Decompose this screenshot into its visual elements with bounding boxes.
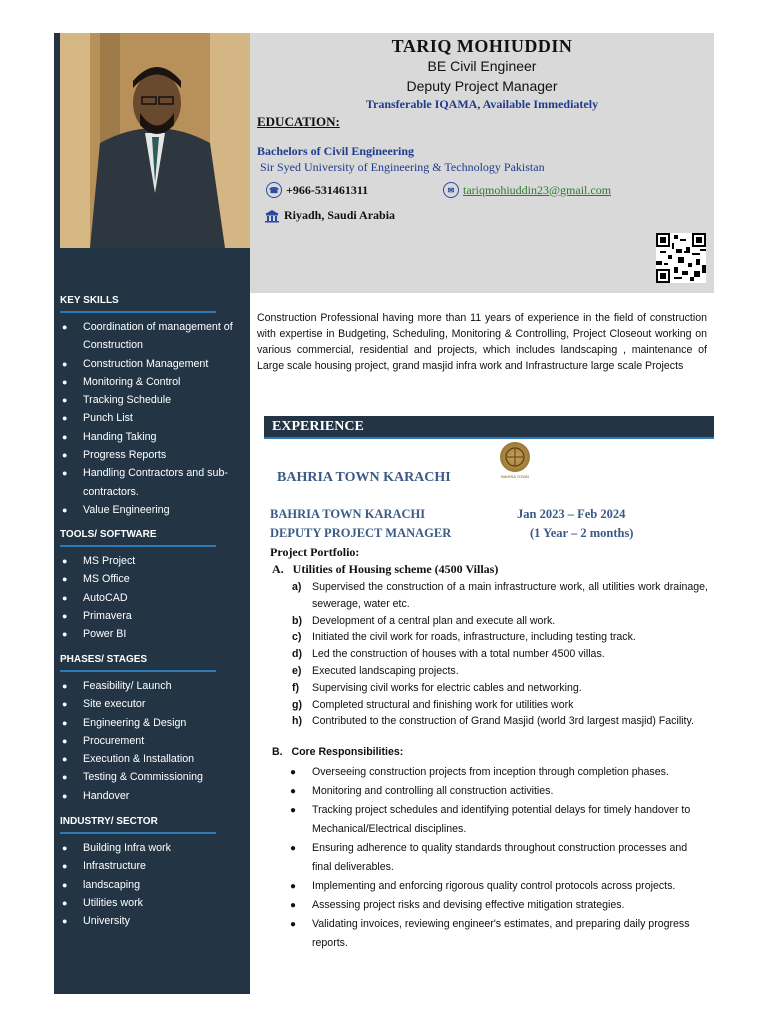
portfolio-item: [292, 646, 708, 663]
responsibility-item: [290, 896, 700, 915]
item-text: Contributed to the construction of Grand Masjid (world 3rd largest masjid) Facility.: [312, 715, 694, 728]
responsibilities-list: [290, 763, 700, 953]
industry-item-label: University: [83, 915, 130, 928]
phase-item: [60, 732, 246, 750]
employment-duration: (1 Year – 2 months): [530, 526, 634, 540]
divider: [60, 670, 216, 672]
industry-heading: INDUSTRY/ SECTOR: [60, 816, 158, 827]
industry-item-label: Utilities work: [83, 896, 143, 909]
responsibility-item: [290, 782, 700, 801]
phases-heading: PHASES/ STAGES: [60, 654, 148, 665]
tool-item: [60, 589, 246, 607]
portfolio-item: [292, 713, 708, 730]
portfolio-item: [292, 663, 708, 680]
bullet-icon: ●: [62, 450, 68, 461]
bullet-icon: ●: [62, 790, 68, 801]
phase-item: [60, 714, 246, 732]
location-text: Riyadh, Saudi Arabia: [284, 208, 396, 222]
phase-item-label: Site executor: [83, 698, 146, 711]
item-letter: c): [292, 631, 302, 644]
industry-item: [60, 912, 246, 930]
item-text: Supervised the construction of a main infrastructure work, all utilities work drainage, sewerage, water etc.: [312, 581, 708, 610]
tool-item-label: AutoCAD: [83, 591, 128, 604]
skill-item: [60, 409, 246, 427]
phone-number: +966-531461311: [286, 182, 369, 197]
phase-item: [60, 677, 246, 695]
bullet-icon: ●: [62, 879, 68, 890]
bullet-icon: ●: [62, 376, 68, 387]
phase-item: [60, 695, 246, 713]
company-heading: BAHRIA TOWN KARACHI: [277, 470, 451, 485]
professional-summary: Construction Professional having more than 11 years of experience in the field of construction with expertise in Budgeting, Scheduling, Monitoring & Controlling, Project Closeout working on various commercial, residential and projects, which includes landscaping , maintenance of Large scale housing project, grand masjid infra work and Infrastructure large scale Projects: [257, 312, 707, 372]
bullet-icon: ●: [290, 805, 297, 816]
bullet-icon: ●: [290, 843, 297, 854]
bullet-icon: ●: [62, 358, 68, 369]
item-letter: g): [292, 698, 302, 711]
role-title: DEPUTY PROJECT MANAGER: [270, 526, 452, 540]
bullet-icon: ●: [62, 717, 68, 728]
responsibility-item: [290, 839, 700, 877]
skill-item: [60, 373, 246, 391]
tool-item-label: Primavera: [83, 609, 132, 622]
divider: [60, 832, 216, 834]
phase-item-label: Procurement: [83, 734, 145, 747]
skill-item-label: Progress Reports: [83, 449, 167, 462]
tool-item-label: MS Office: [83, 573, 130, 586]
iqama-status: Transferable IQAMA, Available Immediately: [365, 97, 599, 111]
bullet-icon: ●: [62, 431, 68, 442]
tool-item-label: MS Project: [83, 555, 136, 567]
item-text: Initiated the civil work for roads, infrastructure, including testing track.: [312, 631, 636, 644]
industry-item: [60, 839, 246, 857]
industry-item-label: landscaping: [83, 878, 141, 891]
item-text: Development of a central plan and execute all work.: [312, 614, 556, 627]
skill-item-label: Coordination of management of Construction: [83, 321, 233, 352]
phases-list: [60, 677, 246, 805]
logo-caption: BAHRIA TOWN: [501, 474, 529, 479]
phone-contact: [266, 182, 368, 198]
skill-item-label: Value Engineering: [83, 503, 170, 516]
tools-heading: TOOLS/ SOFTWARE: [60, 529, 157, 540]
item-letter: b): [292, 614, 302, 627]
responsibility-text: Implementing and enforcing rigorous quality control protocols across projects.: [312, 880, 676, 892]
responsibility-item: [290, 763, 700, 782]
tools-list: [60, 552, 246, 643]
phone-icon: ☎: [266, 182, 282, 198]
key-skills-list: [60, 318, 246, 519]
education-heading: EDUCATION:: [257, 114, 340, 129]
bullet-icon: ●: [62, 772, 68, 783]
industry-list: [60, 839, 246, 930]
item-letter: e): [292, 664, 302, 677]
phase-item: [60, 787, 246, 805]
bullet-icon: ●: [62, 861, 68, 872]
divider: [60, 311, 216, 313]
skill-item: [60, 318, 246, 355]
section-b-title: Core Responsibilities:: [291, 746, 404, 758]
portfolio-item: [292, 579, 708, 613]
skill-item: [60, 428, 246, 446]
skill-item: [60, 391, 246, 409]
skill-item: [60, 446, 246, 464]
item-text: Led the construction of houses with a total number 4500 villas.: [312, 648, 605, 661]
skill-item: [60, 501, 246, 519]
bullet-icon: ●: [62, 395, 68, 406]
section-a-heading: [272, 562, 498, 577]
industry-item: [60, 894, 246, 912]
experience-heading: EXPERIENCE: [264, 416, 714, 437]
item-text: Supervising civil works for electric cables and networking.: [312, 681, 582, 694]
tool-item: [60, 570, 246, 588]
responsibility-text: Assessing project risks and devising effective mitigation strategies.: [312, 899, 625, 911]
section-a-title: Utilities of Housing scheme (4500 Villas): [292, 562, 499, 576]
responsibility-text: Monitoring and controlling all construction activities.: [312, 785, 554, 797]
skill-item: [60, 355, 246, 373]
bullet-icon: ●: [62, 610, 68, 621]
location-contact: [264, 208, 395, 223]
bullet-icon: ●: [62, 681, 68, 691]
phase-item: [60, 750, 246, 768]
portfolio-item: [292, 629, 708, 646]
responsibility-text: Ensuring adherence to quality standards throughout construction processes and final deliverables.: [312, 842, 688, 873]
responsibility-item: [290, 801, 700, 839]
bullet-icon: ●: [62, 574, 68, 585]
portfolio-item: [292, 680, 708, 697]
building-icon: [264, 209, 280, 223]
bullet-icon: ●: [62, 322, 68, 332]
skill-item-label: Handling Contractors and sub-contractors.: [83, 467, 228, 498]
job-title: Deputy Project Manager: [406, 78, 558, 94]
phase-item-label: Feasibility/ Launch: [83, 680, 172, 692]
item-letter: f): [292, 681, 300, 694]
email-contact: [443, 182, 611, 198]
divider: [264, 437, 714, 439]
phase-item-label: Testing & Commissioning: [83, 771, 203, 784]
degree-title: BE Civil Engineer: [427, 58, 537, 74]
bullet-icon: ●: [62, 629, 68, 640]
responsibility-item: [290, 915, 700, 953]
tool-item-label: Power BI: [83, 628, 127, 641]
candidate-name: TARIQ MOHIUDDIN: [391, 36, 573, 56]
bullet-icon: ●: [62, 504, 68, 515]
responsibility-item: [290, 877, 700, 896]
phase-item-label: Handover: [83, 789, 130, 802]
bullet-icon: ●: [62, 556, 68, 566]
phase-item: [60, 768, 246, 786]
item-letter: h): [292, 715, 302, 728]
bullet-icon: ●: [62, 843, 68, 853]
phase-item-label: Engineering & Design: [83, 716, 187, 729]
qr-code[interactable]: [656, 233, 706, 283]
industry-item: [60, 857, 246, 875]
industry-item: [60, 876, 246, 894]
bullet-icon: ●: [290, 786, 297, 797]
bullet-icon: ●: [290, 919, 297, 930]
skill-item: [60, 464, 246, 501]
bullet-icon: ●: [290, 881, 297, 892]
email-link[interactable]: tariqmohiuddin23@gmail.com: [463, 182, 612, 197]
phase-item-label: Execution & Installation: [83, 753, 195, 766]
responsibility-text: Validating invoices, reviewing engineer's estimates, and preparing daily progress reports.: [312, 918, 690, 949]
portfolio-items: [292, 579, 708, 730]
responsibility-text: Tracking project schedules and identifying potential delays for timely handover to Mechanical/Electrical disciplines.: [312, 804, 691, 835]
item-letter: a): [292, 581, 302, 593]
portfolio-item: [292, 613, 708, 630]
industry-item-label: Infrastructure: [83, 860, 146, 873]
bullet-icon: ●: [62, 468, 68, 479]
item-text: Completed structural and finishing work for utilities work: [312, 698, 574, 711]
company-name: BAHRIA TOWN KARACHI: [270, 507, 426, 521]
portfolio-item: [292, 697, 708, 714]
tool-item: [60, 552, 246, 570]
skill-item-label: Punch List: [83, 412, 133, 425]
item-text: Executed landscaping projects.: [312, 664, 459, 677]
bullet-icon: ●: [290, 900, 297, 911]
skill-item-label: Handing Taking: [83, 430, 157, 443]
bullet-icon: ●: [62, 916, 68, 927]
skill-item-label: Construction Management: [83, 357, 209, 370]
section-a-letter: A.: [272, 562, 284, 576]
email-icon: ✉: [443, 182, 459, 198]
bullet-icon: ●: [62, 699, 68, 710]
profile-photo: [60, 33, 250, 248]
employment-dates: Jan 2023 – Feb 2024: [517, 507, 626, 521]
bullet-icon: ●: [290, 767, 297, 778]
bullet-icon: ●: [62, 754, 68, 765]
responsibility-text: Overseeing construction projects from inception through completion phases.: [312, 766, 669, 778]
skill-item-label: Tracking Schedule: [83, 394, 172, 407]
industry-item-label: Building Infra work: [83, 842, 171, 854]
company-logo: [500, 442, 530, 472]
bullet-icon: ●: [62, 592, 68, 603]
bullet-icon: ●: [62, 413, 68, 424]
skill-item-label: Monitoring & Control: [83, 375, 181, 388]
item-letter: d): [292, 648, 302, 661]
key-skills-heading: KEY SKILLS: [60, 295, 119, 306]
bullet-icon: ●: [62, 735, 68, 746]
tool-item: [60, 607, 246, 625]
divider: [60, 545, 216, 547]
bullet-icon: ●: [62, 897, 68, 908]
tool-item: [60, 625, 246, 643]
education-university: Sir Syed University of Engineering & Technology Pakistan: [260, 160, 545, 174]
section-b-letter: B.: [272, 746, 283, 758]
section-b-heading: [272, 746, 403, 758]
education-degree: Bachelors of Civil Engineering: [257, 144, 414, 158]
portfolio-label: Project Portfolio:: [270, 545, 360, 559]
